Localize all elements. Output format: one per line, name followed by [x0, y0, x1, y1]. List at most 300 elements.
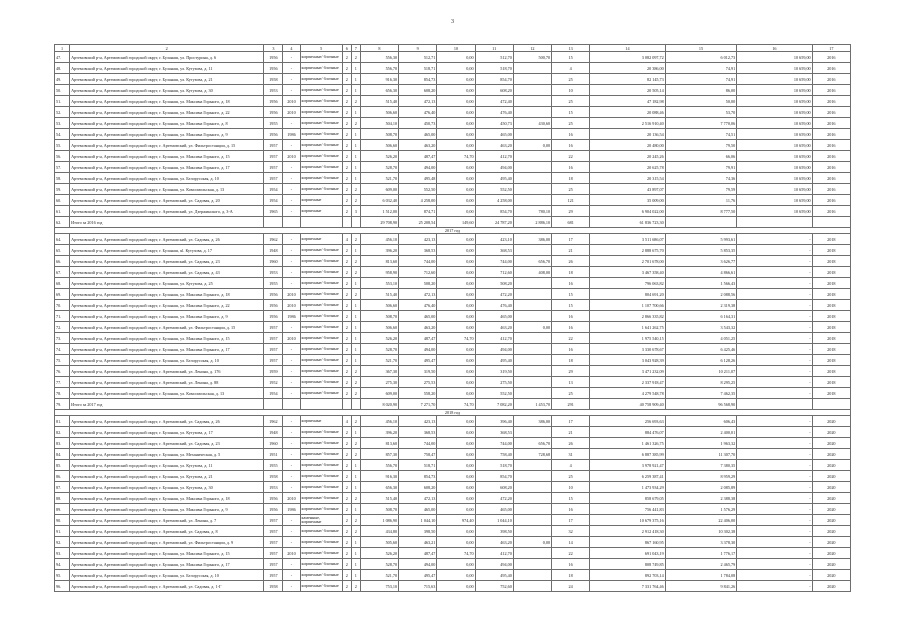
table-cell: 2: [351, 256, 360, 267]
table-cell: 2016: [812, 140, 850, 151]
table-cell: 96 568,90: [665, 399, 736, 410]
table-cell: 2: [342, 526, 351, 537]
table-cell: [513, 515, 551, 526]
table-cell: 2: [342, 173, 351, 184]
table-row: [55, 427, 851, 438]
table-cell: [737, 217, 812, 228]
table-cell: 528,70: [360, 162, 398, 173]
table-cell: 6 128,26: [665, 355, 736, 366]
table-cell: 472,13: [399, 289, 437, 300]
table-cell: 10 659,00: [737, 195, 812, 206]
table-cell: 472,13: [399, 493, 437, 504]
table-row: [55, 162, 851, 173]
table-cell: Артемовский р-н, Артемовский городской округ, г. Буланаш, ул. Максима Горького, д. 18: [70, 96, 264, 107]
table-cell: 10 659,00: [737, 74, 812, 85]
table-cell: 22: [552, 333, 590, 344]
table-cell: 2: [342, 377, 351, 388]
table-cell: 506,60: [360, 300, 398, 311]
table-cell: -: [737, 581, 812, 592]
column-number-cell: 15: [665, 45, 736, 52]
table-cell: 2016: [812, 173, 850, 184]
table-cell: 319,50: [475, 366, 513, 377]
table-cell: 6 425,46: [665, 344, 736, 355]
total-row: [55, 217, 851, 228]
table-cell: 61 836 723,30: [590, 217, 665, 228]
table-cell: 87.: [55, 482, 70, 493]
table-cell: 2: [342, 471, 351, 482]
table-cell: 521,70: [360, 355, 398, 366]
table-cell: кирпичные/ блочные: [300, 460, 342, 471]
table-cell: кирпичные/ блочные: [300, 162, 342, 173]
table-cell: 25: [552, 96, 590, 107]
table-cell: 20 245,26: [590, 151, 665, 162]
table-cell: 552,50: [475, 388, 513, 399]
table-cell: 0,00: [437, 344, 475, 355]
table-cell: 0,00: [437, 63, 475, 74]
table-cell: 18: [552, 570, 590, 581]
table-cell: 1: [351, 537, 360, 548]
table-cell: 1958: [264, 74, 283, 85]
table-cell: 10 659,00: [737, 52, 812, 63]
table-cell: 867 160,95: [590, 537, 665, 548]
table-cell: 472,40: [475, 96, 513, 107]
table-cell: 521,70: [360, 173, 398, 184]
table-cell: Артемовский р-н, Артемовский городской округ, г. Артемовский, ул. Садовая, д. 26: [70, 416, 264, 427]
table-cell: 2: [342, 482, 351, 493]
table-cell: [513, 504, 551, 515]
table-cell: 430,60: [513, 118, 551, 129]
table-row: [55, 129, 851, 140]
table-cell: 2010: [283, 333, 300, 344]
table-cell: 2 085,89: [665, 482, 736, 493]
table-cell: -: [737, 278, 812, 289]
table-cell: 2: [342, 449, 351, 460]
table-cell: 60.: [55, 195, 70, 206]
table-cell: 2: [342, 570, 351, 581]
table-cell: 2018: [812, 289, 850, 300]
table-cell: 2 337 918,47: [590, 377, 665, 388]
table-cell: Артемовский р-н, Артемовский городской округ, г. Буланаш, ул. Белорусская, д. 10: [70, 355, 264, 366]
table-cell: [513, 388, 551, 399]
table-cell: 2: [342, 206, 351, 217]
table-cell: 4 279 548,78: [590, 388, 665, 399]
table-cell: 79,50: [665, 140, 736, 151]
table-cell: 0,00: [437, 355, 475, 366]
table-cell: 1958: [264, 471, 283, 482]
table-cell: Артемовский р-н, Артемовский городской округ, г. Артемовский, ул. Ленина, д. 88: [70, 377, 264, 388]
table-cell: 1986: [283, 504, 300, 515]
table-cell: 858 679,05: [590, 493, 665, 504]
table-cell: кирпичные/ блочные: [300, 173, 342, 184]
table-row: [55, 559, 851, 570]
table-cell: 20 625,78: [590, 162, 665, 173]
table-cell: 1 512,00: [360, 206, 398, 217]
table-row: [55, 322, 851, 333]
table-cell: 1 566,43: [665, 278, 736, 289]
page-number: 3: [451, 19, 454, 25]
table-cell: -: [283, 184, 300, 195]
table-cell: кирпичные/ блочные: [300, 471, 342, 482]
table-cell: 25: [552, 471, 590, 482]
table-cell: 609,00: [360, 388, 398, 399]
table-cell: 7 770,06: [665, 118, 736, 129]
table-cell: -: [283, 344, 300, 355]
table-cell: 18: [552, 267, 590, 278]
table-cell: 854,70: [475, 206, 513, 217]
table-cell: 74,51: [665, 129, 736, 140]
table-cell: 456,10: [360, 234, 398, 245]
table-cell: 0,00: [437, 195, 475, 206]
table-cell: Артемовский р-н, Артемовский городской округ, г. Буланаш, ул. Максима Горького, д. 17: [70, 344, 264, 355]
table-cell: 2: [342, 85, 351, 96]
table-cell: 0,00: [437, 74, 475, 85]
table-cell: кирпичные/ блочные: [300, 151, 342, 162]
table-cell: [300, 399, 342, 410]
table-cell: Артемовский р-н, Артемовский городской округ, г. Буланаш, ул. Белорусская, д. 10: [70, 173, 264, 184]
table-cell: [264, 217, 283, 228]
table-cell: 744,00: [399, 438, 437, 449]
table-cell: 0,00: [513, 140, 551, 151]
table-cell: 4: [552, 460, 590, 471]
table-cell: 0,00: [437, 559, 475, 570]
table-cell: 1956: [264, 129, 283, 140]
table-cell: 3 543,32: [665, 322, 736, 333]
table-cell: кирпичные/ блочные: [300, 355, 342, 366]
table-cell: 1: [351, 570, 360, 581]
table-cell: 1957: [264, 515, 283, 526]
table-cell: 656,70: [513, 256, 551, 267]
table-cell: 79,59: [665, 184, 736, 195]
table-cell: 10 211,07: [665, 366, 736, 377]
table-cell: кирпичные/ блочные: [300, 526, 342, 537]
column-number-cell: 3: [264, 45, 283, 52]
table-cell: -: [283, 85, 300, 96]
table-cell: -: [283, 537, 300, 548]
table-cell: 2020: [812, 493, 850, 504]
table-cell: -: [283, 515, 300, 526]
table-cell: -: [283, 52, 300, 63]
table-cell: 2020: [812, 548, 850, 559]
table-cell: Артемовский р-н, Артемовский городской округ, г. Буланаш, ул. Кутузова, д. 17: [70, 427, 264, 438]
table-cell: Артемовский р-н, Артемовский городской округ, г. Буланаш, ул. Максима Горького, д. 15: [70, 333, 264, 344]
table-cell: [513, 173, 551, 184]
table-cell: 0,00: [437, 471, 475, 482]
table-cell: 2020: [812, 581, 850, 592]
table-row: [55, 416, 851, 427]
table-cell: 95.: [55, 570, 70, 581]
table-cell: 2016: [812, 63, 850, 74]
table-cell: Итого за 2016 год: [70, 217, 264, 228]
table-cell: 83.: [55, 438, 70, 449]
table-cell: 691 043,19: [590, 548, 665, 559]
table-cell: 472,20: [475, 493, 513, 504]
table-cell: 3: [351, 206, 360, 217]
table-cell: 82 145,73: [590, 74, 665, 85]
table-cell: 465,00: [475, 311, 513, 322]
table-cell: 20 315,54: [590, 173, 665, 184]
table-cell: 77.: [55, 377, 70, 388]
table-cell: 916,30: [360, 471, 398, 482]
table-cell: 423,13: [399, 234, 437, 245]
table-cell: 5 993,61: [665, 234, 736, 245]
table-cell: 1953: [264, 267, 283, 278]
table-cell: [342, 399, 351, 410]
table-cell: 149,60: [437, 217, 475, 228]
table-cell: 808 749,85: [590, 559, 665, 570]
table-cell: кирпичные/ блочные: [300, 548, 342, 559]
table-cell: 656,30: [360, 85, 398, 96]
table-cell: 78.: [55, 388, 70, 399]
table-cell: 368,53: [475, 427, 513, 438]
table-cell: 854,70: [475, 74, 513, 85]
table-cell: 1955: [264, 460, 283, 471]
table-cell: Артемовский р-н, Артемовский городской округ, г. Буланаш, ул. Максима Горького, д. 9: [70, 129, 264, 140]
table-cell: 1: [351, 278, 360, 289]
table-cell: -: [737, 504, 812, 515]
table-cell: 0,00: [437, 300, 475, 311]
table-cell: [812, 399, 850, 410]
table-cell: [351, 217, 360, 228]
table-row: [55, 388, 851, 399]
table-cell: 53.: [55, 118, 70, 129]
table-cell: 2: [342, 151, 351, 162]
table-cell: 0,00: [513, 537, 551, 548]
table-cell: 0,00: [437, 52, 475, 63]
table-cell: 854,73: [399, 471, 437, 482]
table-cell: -: [283, 173, 300, 184]
table-cell: 2010: [283, 96, 300, 107]
table-cell: Артемовский р-н, Артемовский городской округ, г. Буланаш, ул. Кутузова, д. 21: [70, 74, 264, 85]
table-cell: 3 511 686,07: [590, 234, 665, 245]
table-cell: -: [283, 278, 300, 289]
table-cell: 2018: [812, 234, 850, 245]
table-cell: -: [283, 118, 300, 129]
table-cell: кирпичные: [300, 234, 342, 245]
table-cell: 518,70: [475, 460, 513, 471]
table-cell: 2: [342, 438, 351, 449]
table-cell: кирпичные/ блочные: [300, 85, 342, 96]
table-cell: 6 259 387,41: [590, 471, 665, 482]
table-cell: [513, 427, 551, 438]
table-cell: 1953: [264, 85, 283, 96]
table-cell: 0,00: [437, 504, 475, 515]
table-cell: [513, 85, 551, 96]
table-cell: 2020: [812, 427, 850, 438]
table-cell: Артемовский р-н, Артемовский городской округ, г. Буланаш, ул. Максима Горького, д. 15: [70, 151, 264, 162]
table-cell: [513, 471, 551, 482]
table-cell: кирпичные/ блочные: [300, 311, 342, 322]
table-cell: [264, 399, 283, 410]
table-cell: -: [737, 460, 812, 471]
table-cell: 275,30: [360, 377, 398, 388]
table-row: [55, 195, 851, 206]
table-cell: 14: [552, 537, 590, 548]
table-cell: 69.: [55, 289, 70, 300]
column-number-cell: 12: [513, 45, 551, 52]
table-cell: кирпичные/ блочные: [300, 267, 342, 278]
table-cell: Артемовский р-н, Артемовский городской округ, г. Артемовский, ул. Ленина, д. 176: [70, 366, 264, 377]
table-cell: 1956: [264, 63, 283, 74]
table-cell: 1953: [264, 482, 283, 493]
table-cell: 0,00: [437, 129, 475, 140]
table-cell: 2020: [812, 449, 850, 460]
table-cell: 0,00: [437, 581, 475, 592]
table-cell: 21: [552, 427, 590, 438]
table-cell: 16: [552, 504, 590, 515]
table-cell: 1956: [264, 504, 283, 515]
table-cell: 2: [342, 107, 351, 118]
table-cell: 65.: [55, 245, 70, 256]
table-cell: 465,00: [399, 129, 437, 140]
table-cell: 26: [552, 256, 590, 267]
table-cell: -: [283, 322, 300, 333]
table-cell: 1957: [264, 322, 283, 333]
table-cell: 2010: [283, 300, 300, 311]
table-cell: 92.: [55, 537, 70, 548]
table-cell: 1960: [264, 438, 283, 449]
table-cell: -: [283, 140, 300, 151]
table-cell: кирпичные/ блочные: [300, 388, 342, 399]
table-cell: 515,40: [360, 289, 398, 300]
table-cell: 1957: [264, 537, 283, 548]
table-cell: Артемовский р-н, Артемовский городской округ, г. Артемовский, ул. Садовая, д. 8: [70, 526, 264, 537]
table-cell: 368,53: [475, 245, 513, 256]
table-cell: -: [737, 377, 812, 388]
table-cell: кирпичные/ блочные: [300, 245, 342, 256]
table-cell: 712,60: [475, 267, 513, 278]
table-cell: 465,00: [475, 504, 513, 515]
table-cell: 476,40: [399, 107, 437, 118]
table-cell: 2: [351, 366, 360, 377]
table-cell: [513, 129, 551, 140]
table-cell: 0,00: [437, 96, 475, 107]
table-cell: 70.: [55, 300, 70, 311]
table-cell: кирпичные: [300, 416, 342, 427]
table-cell: 2: [351, 52, 360, 63]
table-cell: 1954: [264, 195, 283, 206]
table-cell: 753,10: [360, 581, 398, 592]
table-cell: Артемовский р-н, Артемовский городской округ, г. Артемовский, ул. Садовая, д. 23: [70, 438, 264, 449]
table-cell: 64.: [55, 234, 70, 245]
table-cell: 1: [351, 427, 360, 438]
table-cell: 48.: [55, 63, 70, 74]
table-cell: кирпичные/ блочные: [300, 344, 342, 355]
table-cell: 16: [552, 162, 590, 173]
table-cell: 508,20: [399, 278, 437, 289]
table-cell: кирпичные/ блочные: [300, 570, 342, 581]
table-cell: 3 978 921,47: [590, 460, 665, 471]
table-cell: Итого за 2017 год: [70, 399, 264, 410]
table-cell: 495,47: [399, 570, 437, 581]
table-cell: 2020: [812, 416, 850, 427]
table-cell: 0,00: [437, 366, 475, 377]
table-cell: 476,40: [399, 300, 437, 311]
table-cell: кирпичные/ блочные: [300, 289, 342, 300]
table-cell: 7 380,35: [665, 460, 736, 471]
table-cell: 2: [351, 388, 360, 399]
table-cell: 780,10: [513, 206, 551, 217]
table-cell: 2 400,01: [665, 427, 736, 438]
table-cell: Артемовский р-н, Артемовский городской округ, г. Буланаш, ул. Максима Горького, д. 18: [70, 289, 264, 300]
table-cell: 10 659,00: [737, 151, 812, 162]
table-cell: 974,40: [437, 515, 475, 526]
table-cell: -: [283, 195, 300, 206]
table-cell: 465,00: [399, 504, 437, 515]
table-cell: 0,00: [437, 184, 475, 195]
table-cell: [513, 460, 551, 471]
table-cell: 1: [351, 504, 360, 515]
table-row: [55, 85, 851, 96]
column-number-cell: 13: [552, 45, 590, 52]
table-cell: 74,36: [665, 173, 736, 184]
table-cell: кирпичные/ блочные: [300, 300, 342, 311]
table-cell: кирпичные/ блочные: [300, 140, 342, 151]
table-cell: 1960: [264, 256, 283, 267]
table-cell: 712,60: [399, 267, 437, 278]
table-cell: 1 963,32: [665, 438, 736, 449]
table-cell: 7 082,20: [475, 399, 513, 410]
table-cell: [513, 570, 551, 581]
table-cell: 2: [342, 388, 351, 399]
table-cell: 10 659,00: [737, 96, 812, 107]
table-cell: 16: [552, 344, 590, 355]
table-cell: 20 088,46: [590, 107, 665, 118]
table-cell: 2020: [812, 559, 850, 570]
table-cell: [513, 333, 551, 344]
table-cell: [513, 245, 551, 256]
table-cell: 0,00: [437, 85, 475, 96]
table-cell: 606,43: [665, 416, 736, 427]
table-cell: -: [737, 344, 812, 355]
table-cell: 386,00: [513, 234, 551, 245]
table-cell: 1: [351, 300, 360, 311]
table-cell: 0,00: [437, 107, 475, 118]
table-cell: 1956: [264, 493, 283, 504]
table-cell: 526,20: [360, 151, 398, 162]
table-cell: -: [283, 63, 300, 74]
table-cell: 804 691,20: [590, 289, 665, 300]
table-cell: [513, 195, 551, 206]
table-cell: 728,68: [513, 449, 551, 460]
table-cell: Артемовский р-н, Артемовский городской округ, г. Буланаш, ул. Комсомольская, д. 13: [70, 388, 264, 399]
table-cell: [513, 548, 551, 559]
table-cell: 2: [351, 234, 360, 245]
table-cell: 0,00: [437, 311, 475, 322]
table-cell: 608,20: [399, 85, 437, 96]
table-cell: 0,00: [437, 493, 475, 504]
table-cell: 396,40: [475, 416, 513, 427]
table-cell: 758,47: [399, 449, 437, 460]
table-cell: 463,20: [475, 322, 513, 333]
table-cell: 796 063,82: [590, 278, 665, 289]
table-cell: 512,71: [399, 52, 437, 63]
table-cell: 91.: [55, 526, 70, 537]
table-cell: 1: [351, 74, 360, 85]
table-cell: 2016: [812, 184, 850, 195]
table-cell: 79.: [55, 399, 70, 410]
table-cell: 1: [351, 140, 360, 151]
table-cell: 2: [342, 504, 351, 515]
table-cell: 15: [552, 52, 590, 63]
table-cell: 49.: [55, 74, 70, 85]
table-cell: [513, 289, 551, 300]
table-cell: 2: [342, 581, 351, 592]
table-cell: 1: [351, 151, 360, 162]
table-row: [55, 570, 851, 581]
table-cell: 1 461 326,75: [590, 438, 665, 449]
table-cell: 52.: [55, 107, 70, 118]
table-cell: 21: [552, 245, 590, 256]
